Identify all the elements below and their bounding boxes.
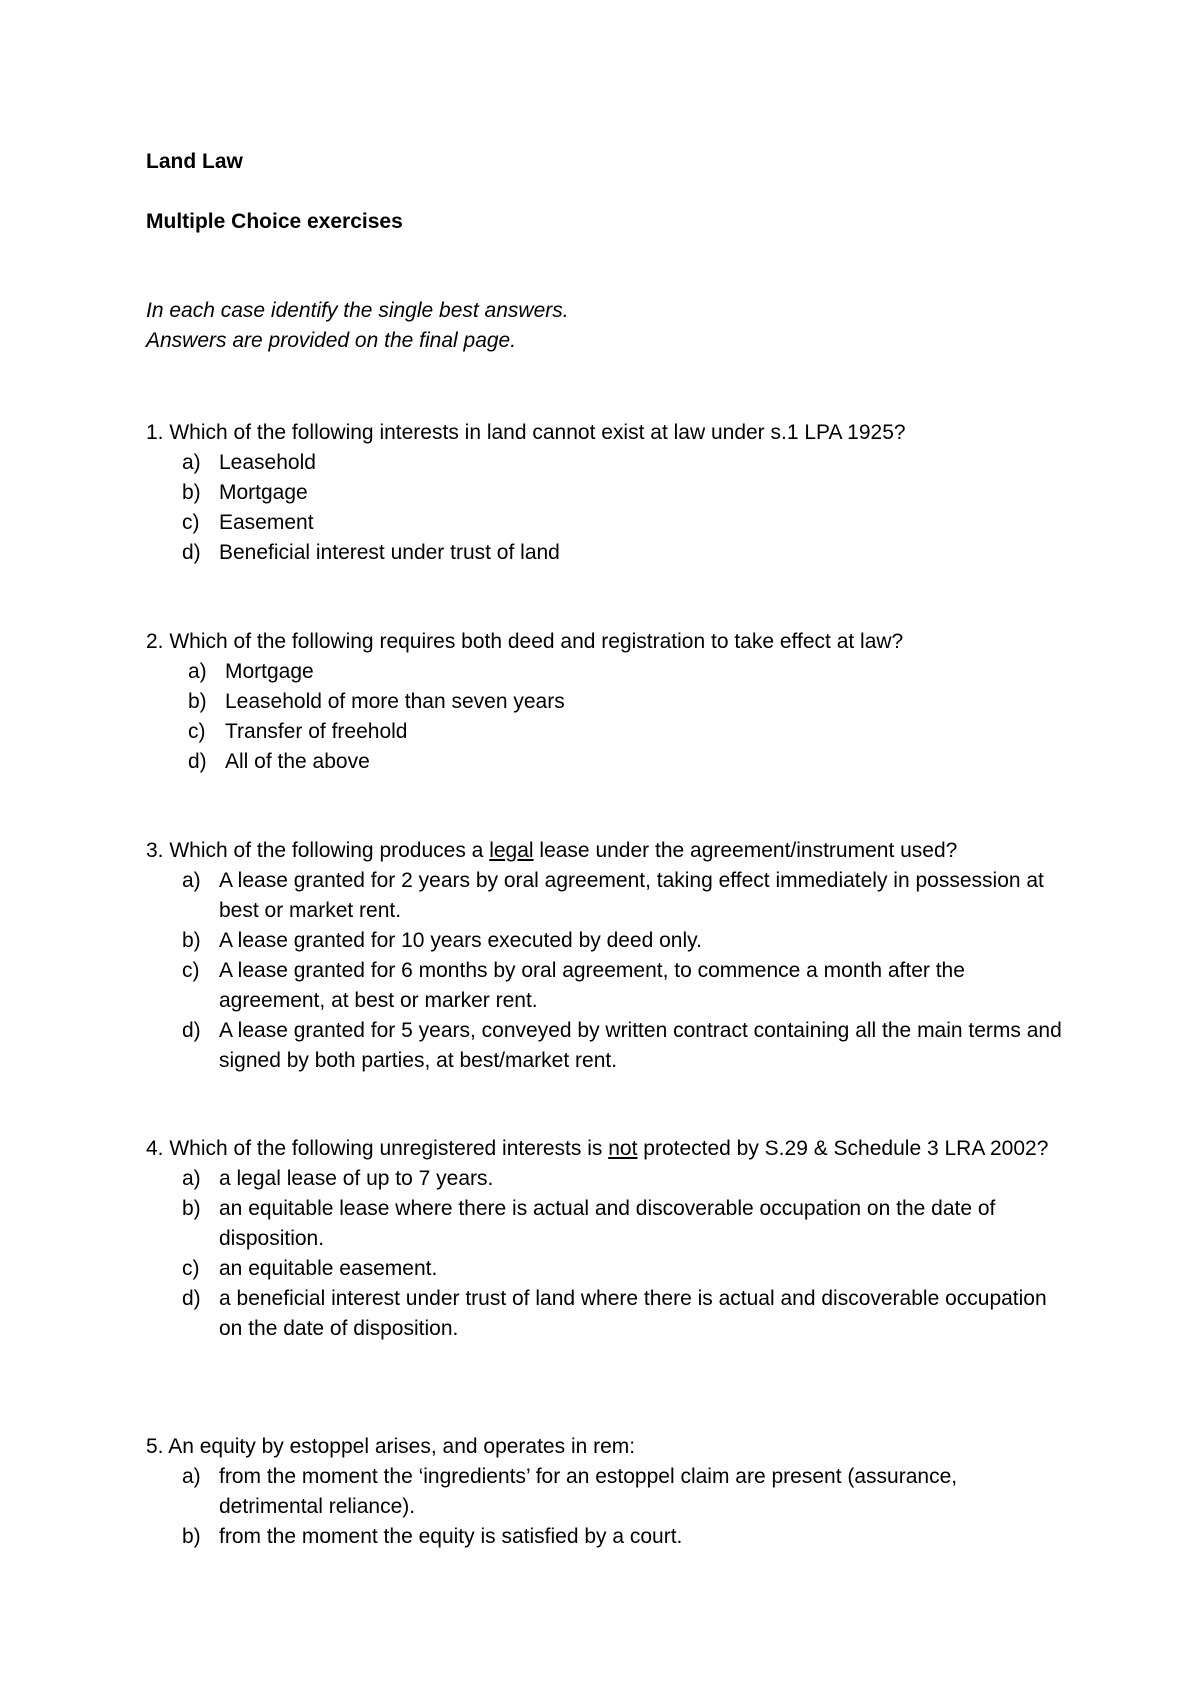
option-b: [146, 687, 1066, 717]
option-text: an equitable lease where there is actual and discoverable occupation on the date of disposition.: [219, 1197, 996, 1250]
option-d: [146, 747, 1066, 777]
option-d: [146, 538, 1066, 568]
option-text: A lease granted for 2 years by oral agreement, taking effect immediately in possession at best or market rent.: [219, 869, 1044, 922]
option-text: A lease granted for 6 months by oral agreement, to commence a month after the agreement, at best or marker rent.: [219, 959, 965, 1012]
option-text: Easement: [219, 511, 314, 534]
question-stem: 2. Which of the following requires both deed and registration to take effect at law?: [146, 630, 904, 653]
option-text: a legal lease of up to 7 years.: [219, 1167, 494, 1190]
option-c: [146, 717, 1066, 747]
option-letter: c): [182, 1257, 200, 1280]
stem-text: lease under the agreement/instrument used?: [533, 839, 958, 862]
option-a: [146, 657, 1066, 687]
stem-emphasis: legal: [489, 839, 534, 862]
option-letter: c): [182, 511, 200, 534]
option-list: [146, 866, 1066, 1076]
option-text: from the moment the ‘ingredients’ for an estoppel claim are present (assurance, detrimental reliance).: [219, 1465, 958, 1518]
option-letter: a): [188, 660, 207, 683]
stem-text: protected by S.29 & Schedule 3 LRA 2002?: [637, 1137, 1049, 1160]
document-title: Land Law: [146, 150, 243, 173]
option-letter: a): [182, 869, 201, 892]
option-text: an equitable easement.: [219, 1257, 438, 1280]
option-text: All of the above: [225, 750, 370, 773]
question-1: [146, 418, 1066, 568]
option-b: [146, 478, 1066, 508]
option-letter: a): [182, 1167, 201, 1190]
instruction-line: Answers are provided on the final page.: [146, 329, 517, 352]
option-list: [146, 1164, 1066, 1344]
instruction-line: In each case identify the single best answers.: [146, 299, 569, 322]
question-stem: [146, 1134, 1066, 1164]
question-3: [146, 836, 1066, 1076]
option-letter: b): [182, 1525, 201, 1548]
option-text: Beneficial interest under trust of land: [219, 541, 560, 564]
option-text: A lease granted for 10 years executed by deed only.: [219, 929, 702, 952]
option-list: [146, 657, 1066, 777]
option-text: a beneficial interest under trust of land where there is actual and discoverable occupation on the date of disposition.: [219, 1287, 1047, 1340]
option-c: [146, 956, 1066, 1016]
question-2: [146, 627, 1066, 777]
option-text: Leasehold: [219, 451, 316, 474]
option-text: from the moment the equity is satisfied by a court.: [219, 1525, 683, 1548]
option-b: [146, 926, 1066, 956]
option-d: [146, 1284, 1066, 1344]
document-subtitle: Multiple Choice exercises: [146, 210, 403, 233]
option-c: [146, 1254, 1066, 1284]
option-letter: d): [182, 541, 201, 564]
option-letter: b): [182, 1197, 201, 1220]
option-letter: a): [182, 1465, 201, 1488]
option-list: [146, 1462, 1066, 1552]
option-text: Mortgage: [225, 660, 314, 683]
option-letter: b): [188, 690, 207, 713]
question-5: [146, 1432, 1066, 1552]
question-4: [146, 1134, 1066, 1344]
option-a: [146, 866, 1066, 926]
question-stem: 1. Which of the following interests in land cannot exist at law under s.1 LPA 1925?: [146, 421, 906, 444]
option-d: [146, 1016, 1066, 1076]
option-letter: d): [188, 750, 207, 773]
option-a: [146, 448, 1066, 478]
option-letter: b): [182, 929, 201, 952]
option-letter: d): [182, 1019, 201, 1042]
option-b: [146, 1194, 1066, 1254]
stem-text: 4. Which of the following unregistered interests is: [146, 1137, 609, 1160]
option-text: Mortgage: [219, 481, 308, 504]
option-letter: d): [182, 1287, 201, 1310]
option-text: Transfer of freehold: [225, 720, 408, 743]
option-letter: c): [188, 720, 206, 743]
option-letter: c): [182, 959, 200, 982]
question-stem: [146, 836, 1066, 866]
option-c: [146, 508, 1066, 538]
option-text: Leasehold of more than seven years: [225, 690, 565, 713]
option-b: [146, 1522, 1066, 1552]
option-list: [146, 448, 1066, 568]
instructions: [146, 296, 569, 356]
option-letter: a): [182, 451, 201, 474]
option-letter: b): [182, 481, 201, 504]
option-text: A lease granted for 5 years, conveyed by written contract containing all the main terms and signed by both parties, at best/market rent.: [219, 1019, 1062, 1072]
question-stem: 5. An equity by estoppel arises, and operates in rem:: [146, 1435, 636, 1458]
option-a: [146, 1164, 1066, 1194]
option-a: [146, 1462, 1066, 1522]
stem-text: 3. Which of the following produces a: [146, 839, 490, 862]
stem-emphasis: not: [608, 1137, 638, 1160]
